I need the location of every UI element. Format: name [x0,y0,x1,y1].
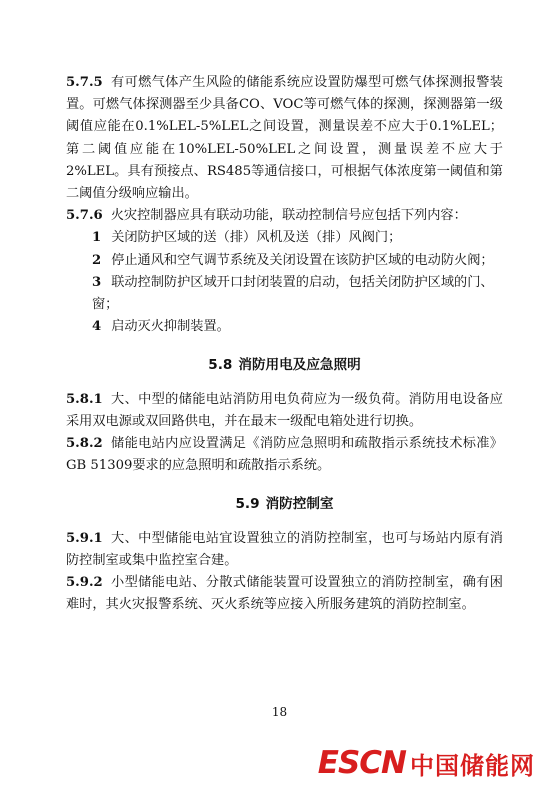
clause-text: 火灾控制器应具有联动功能，联动控制信号应包括下列内容： [110,208,467,224]
list-item: 2 停止通风和空气调节系统及关闭设置在该防护区域的电动防火阀； [92,252,494,268]
page-number: 18 [271,705,288,719]
clause-5-9-1 [66,528,503,572]
logo-latin: ESCN [317,745,406,781]
list-item: 4 启动灭火抑制装置。 [92,319,230,335]
escn-logo [318,744,535,782]
clause-5-8-2 [66,433,503,477]
list-item: 3 联动控制防护区域开口封闭装置的启动，包括关闭防护区域的门、窗； [92,274,494,313]
clause-text: 大、中型的储能电站消防用电负荷应为一级负荷。消防用电设备应采用双电源或双回路供电，并在最末一级配电箱处进行切换。 [66,391,503,429]
clause-number: 5.7.5 [66,75,103,90]
clause-number: 5.9.2 [66,575,103,591]
clause-5-9-2 [66,572,503,616]
clause-5-7-5 [66,72,503,205]
clause-text: 小型储能电站、分散式储能装置可设置独立的消防控制室，确有困难时，其火灾报警系统、灭火系统等应接入所服务建筑的消防控制室。 [66,575,503,613]
clause-text: 有可燃气体产生风险的储能系统应设置防爆型可燃气体探测报警装置。可燃气体探测器至少具备CO、VOC等可燃气体的探测，探测器第一级阈值应能在0.1%LEL-5%LEL之间设置，测量误差不应大于0.1%LEL；第二阈值应能在10%LEL-50%LEL之间设置，测量误差不应大于2%LEL。具有预接点、RS485等通信接口，可根据气体浓度第一阈值和第二阈值分级响应输出。 [66,75,503,202]
clause-text: 储能电站内应设置满足《消防应急照明和疏散指示系统技术标准》GB 51309要求的应急照明和疏散指示系统。 [66,436,503,474]
clause-5-8-1 [66,389,503,433]
section-heading-5-9: 5.9 消防控制室 [235,496,334,513]
section-heading-5-8: 5.8 消防用电及应急照明 [208,357,361,374]
clause-number: 5.8.2 [66,436,103,452]
clause-number: 5.8.1 [66,391,103,407]
clause-number: 5.7.6 [66,208,103,224]
logo-cn: 中国储能网 [410,751,535,780]
clause-5-7-6 [66,205,503,227]
list-item: 1 关闭防护区域的送（排）风机及送（排）风阀门； [92,230,402,246]
document-body [66,72,503,616]
clause-number: 5.9.1 [66,530,103,546]
clause-text: 大、中型储能电站宜设置独立的消防控制室，也可与场站内原有消防控制室或集中监控室合建。 [66,530,503,568]
